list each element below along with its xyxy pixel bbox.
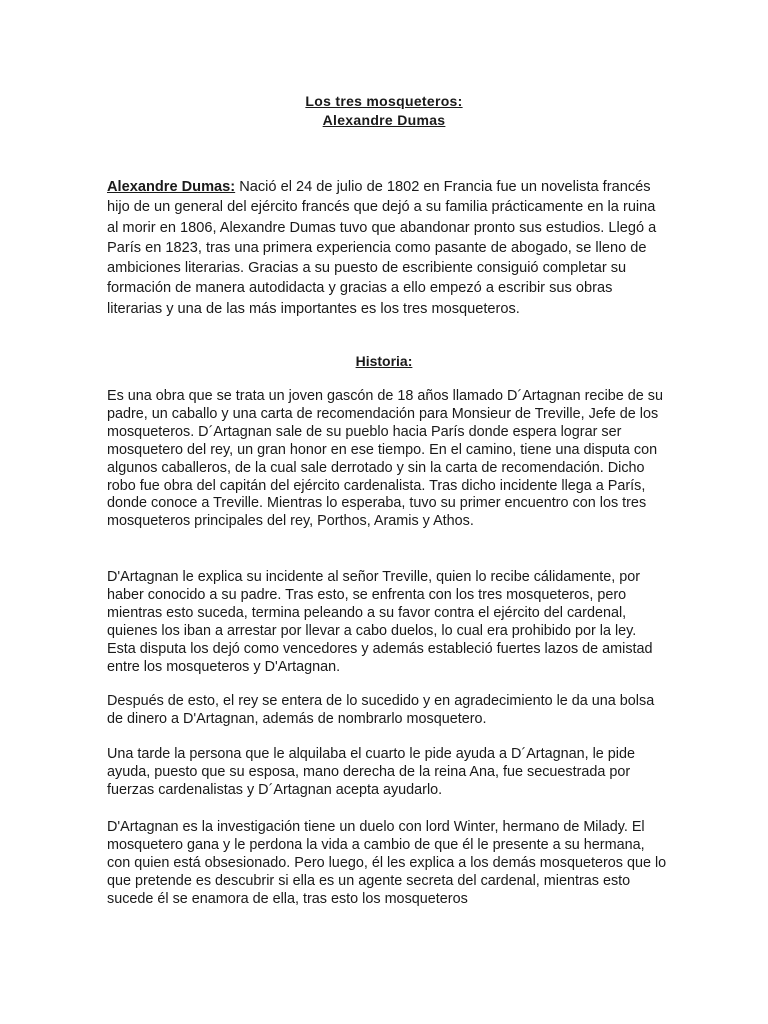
section-heading: Historia: xyxy=(355,353,413,369)
story-paragraph-4: Una tarde la persona que le alquilaba el cuarto le pide ayuda a D´Artagnan, le pide ayuda, puesto que su esposa, mano derecha de la reina Ana, fue secuestrada por fuerzas cardenalistas y D´Artagnan acepta ayudarlo. xyxy=(107,746,636,798)
story-paragraph-3: Después de esto, el rey se entera de lo sucedido y en agradecimiento le da una bolsa de dinero a D'Artagnan, además de nombrarlo mosquetero. xyxy=(107,693,655,727)
title-line-2: Alexandre Dumas xyxy=(322,112,446,128)
author-bio-label: Alexandre Dumas: xyxy=(107,179,236,195)
story-paragraph-5: D'Artagnan es la investigación tiene un duelo con lord Winter, hermano de Milady. El mosquetero gana y le perdona la vida a cambio de que él le presente a su hermana, con quien está obsesionado. Pero luego, él les explica a los demás mosqueteros que lo que pretende es descubrir si ella es un agente secreta del cardenal, mientras esto sucede él se enamora de ella, tras esto los mosqueteros xyxy=(107,819,667,907)
story-paragraph-1: Es una obra que se trata un joven gascón de 18 años llamado D´Artagnan recibe de su padre, un caballo y una carta de recomendación para Monsieur de Treville, Jefe de los mosqueteros. D´Artagnan sale de su pueblo hacia París donde espera lograr ser mosquetero del rey, un gran honor en ese tiempo. En el camino, tiene una disputa con algunos caballeros, de la cual sale derrotado y sin la carta de recomendación. Dicho robo fue obra del capitán del ejército cardenalista. Tras dicho incidente llega a París, donde conoce a Treville. Mientras lo esperaba, tuvo su primer encuentro con los tres mosqueteros principales del rey, Porthos, Aramis y Athos. xyxy=(107,388,663,530)
document-title xyxy=(0,92,768,130)
story-paragraph-2: D'Artagnan le explica su incidente al señor Treville, quien lo recibe cálidamente, por haber conocido a su padre. Tras esto, se enfrenta con los tres mosqueteros, pero mientras esto suceda, termina peleando a su favor contra el ejército del cardenal, quienes los iban a arrestar por llevar a cabo duelos, lo cual era prohibido por la ley. Esta disputa los dejó como vencedores y además estableció fuertes lazos de amistad entre los mosqueteros y D'Artagnan. xyxy=(107,569,653,675)
author-bio-paragraph xyxy=(107,177,667,319)
title-line-1: Los tres mosqueteros: xyxy=(305,93,463,109)
author-bio-text: Nació el 24 de julio de 1802 en Francia fue un novelista francés hijo de un general del ejército francés que dejó a su familia prácticamente en la ruina al morir en 1806, Alexandre Dumas tuvo que abandonar pronto sus estudios. Llegó a París en 1823, tras una primera experiencia como pasante de abogado, se lleno de ambiciones literarias. Gracias a su puesto de escribiente consiguió completar su formación de manera autodidacta y gracias a ello empezó a escribir sus obras literarias y una de las más importantes es los tres mosqueteros. xyxy=(107,179,657,317)
